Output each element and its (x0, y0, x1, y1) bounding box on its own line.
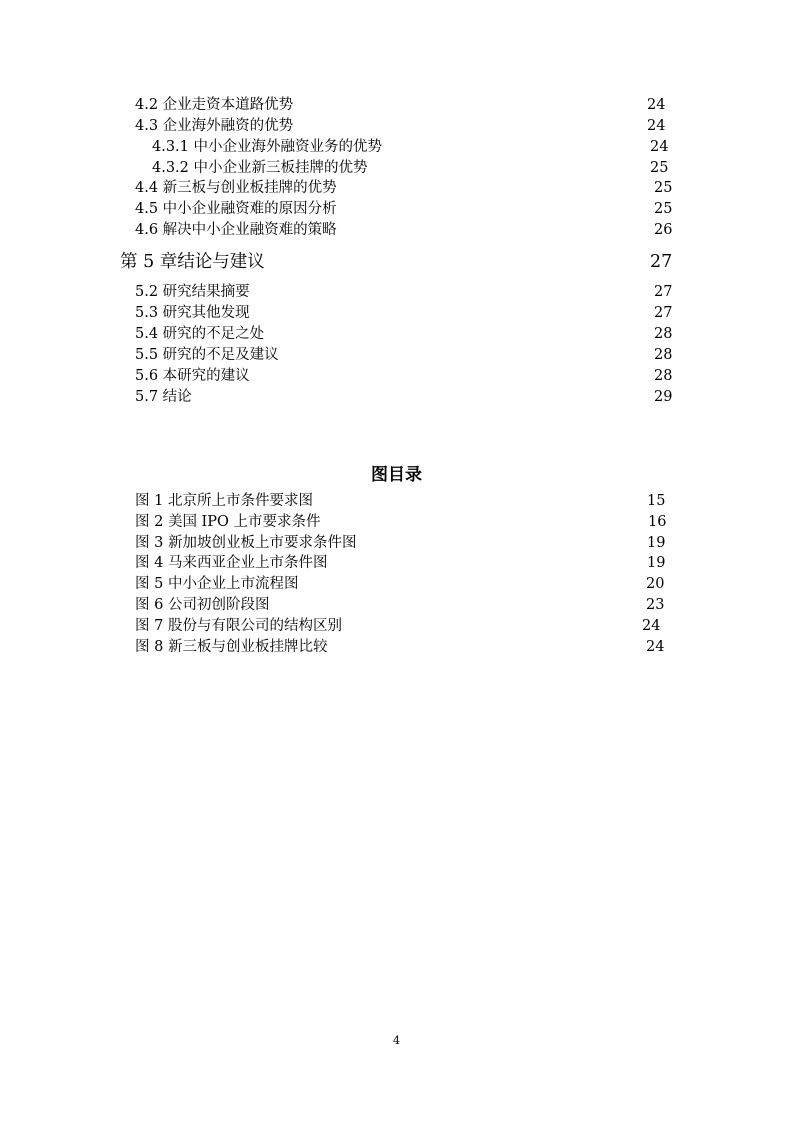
toc-entry-page: 27 (654, 305, 673, 321)
page-number: 4 (393, 1034, 400, 1047)
figure-entry-page: 16 (648, 514, 667, 530)
toc-entry-page: 24 (650, 139, 669, 155)
figure-entry-page: 20 (646, 576, 665, 592)
toc-entry-page: 24 (647, 118, 666, 134)
figure-entry-page: 24 (646, 639, 665, 655)
figure-entry-page: 19 (647, 535, 666, 551)
figure-entry-label: 图 3 新加坡创业板上市要求条件图 (135, 535, 357, 551)
figure-entry-label: 图 6 公司初创阶段图 (135, 597, 270, 613)
toc-entry-label: 4.2 企业走资本道路优势 (135, 97, 294, 113)
toc-entry-label: 4.3.2 中小企业新三板挂牌的优势 (152, 160, 368, 176)
toc-entry-page: 24 (647, 97, 666, 113)
toc-entry-label: 5.7 结论 (135, 389, 192, 405)
toc-entry-label: 4.6 解决中小企业融资难的策略 (135, 222, 337, 238)
figure-entry-page: 24 (642, 618, 661, 634)
figure-entry-page: 15 (647, 493, 666, 509)
toc-entry-label: 5.2 研究结果摘要 (135, 284, 250, 300)
toc-entry-label: 4.3.1 中小企业海外融资业务的优势 (152, 139, 383, 155)
toc-chapter-label: 第 5 章结论与建议 (120, 252, 265, 272)
list-of-figures-title: 图目录 (371, 465, 422, 485)
toc-entry-label: 5.5 研究的不足及建议 (135, 347, 279, 363)
toc-entry-page: 27 (654, 284, 673, 300)
toc-chapter-page: 27 (650, 252, 673, 272)
figure-entry-label: 图 1 北京所上市条件要求图 (135, 493, 313, 509)
figure-entry-label: 图 7 股份与有限公司的结构区别 (135, 618, 342, 634)
toc-entry-label: 5.6 本研究的建议 (135, 368, 250, 384)
toc-entry-page: 26 (654, 222, 673, 238)
figure-entry-page: 23 (646, 597, 665, 613)
toc-entry-page: 28 (654, 326, 673, 342)
figure-entry-label: 图 5 中小企业上市流程图 (135, 576, 299, 592)
figure-entry-label: 图 4 马来西亚企业上市条件图 (135, 555, 328, 571)
toc-entry-label: 4.4 新三板与创业板挂牌的优势 (135, 180, 337, 196)
toc-entry-label: 4.5 中小企业融资难的原因分析 (135, 201, 337, 217)
toc-entry-label: 5.3 研究其他发现 (135, 305, 250, 321)
figure-entry-label: 图 2 美国 IPO 上市要求条件 (135, 514, 321, 530)
toc-entry-page: 28 (654, 368, 673, 384)
toc-entry-label: 4.3 企业海外融资的优势 (135, 118, 294, 134)
toc-entry-label: 5.4 研究的不足之处 (135, 326, 265, 342)
toc-entry-page: 25 (650, 160, 669, 176)
toc-entry-page: 28 (654, 347, 673, 363)
figure-entry-label: 图 8 新三板与创业板挂牌比较 (135, 639, 328, 655)
figure-entry-page: 19 (647, 555, 666, 571)
toc-entry-page: 25 (654, 201, 673, 217)
toc-entry-page: 25 (654, 180, 673, 196)
toc-entry-page: 29 (654, 389, 673, 405)
